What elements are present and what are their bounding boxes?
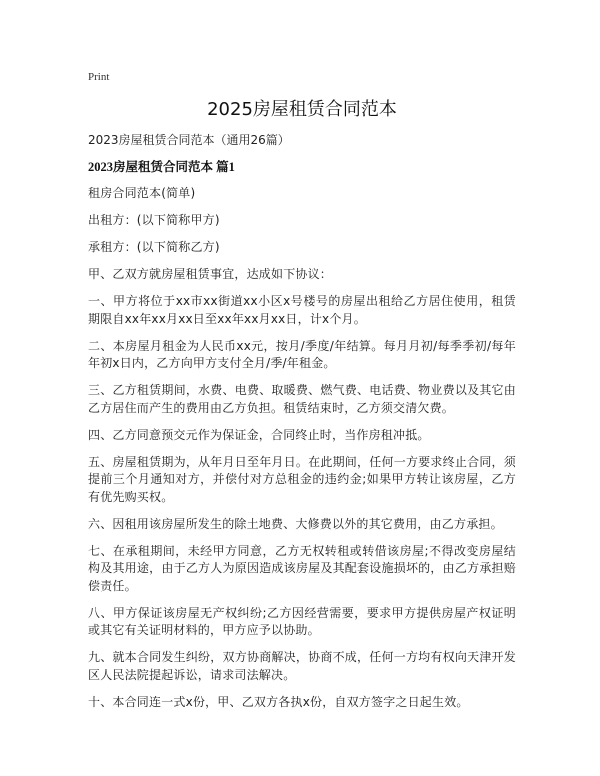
document-title: 2025房屋租赁合同范本 <box>207 99 397 120</box>
contract-name: 租房合同范本(简单) <box>88 186 196 200</box>
clause-2: 二、本房屋月租金为人民币xx元，按月/季度/年结算。每月月初/每季季初/每年年初x日内，乙方向甲方支付全月/季/年租金。 <box>88 338 516 370</box>
agreement-intro: 甲、乙双方就房屋租赁事宜，达成如下协议： <box>88 267 333 281</box>
document-subtitle: 2023房屋租赁合同范本（通用26篇） <box>88 133 290 147</box>
clause-5: 五、房屋租赁期为，从年月日至年月日。在此期间，任何一方要求终止合同，须提前三个月通知对方，并偿付对方总租金的违约金;如果甲方转让该房屋，乙方有优先购买权。 <box>88 454 516 504</box>
clause-9: 九、就本合同发生纠纷，双方协商解决，协商不成，任何一方均有权向天津开发区人民法院提起诉讼，请求司法解决。 <box>88 650 516 682</box>
clause-1: 一、甲方将位于xx市xx街道xx小区x号楼号的房屋出租给乙方居住使用，租赁期限自xx年xx月xx日至xx年xx月xx日，计x个月。 <box>88 294 516 326</box>
lessor-line: 出租方：(以下简称甲方) <box>88 213 220 227</box>
clause-8: 八、甲方保证该房屋无产权纠纷;乙方因经营需要，要求甲方提供房屋产权证明或其它有关证明材料的，甲方应予以协助。 <box>88 605 516 637</box>
clause-3: 三、乙方租赁期间，水费、电费、取暖费、燃气费、电话费、物业费以及其它由乙方居住而产生的费用由乙方负担。租赁结束时，乙方须交清欠费。 <box>88 383 516 415</box>
clause-6: 六、因租用该房屋所发生的除土地费、大修费以外的其它费用，由乙方承担。 <box>88 516 503 531</box>
lessee-line: 承租方：(以下简称乙方) <box>88 240 220 254</box>
clause-10: 十、本合同连一式x份，甲、乙双方各执x份，自双方签字之日起生效。 <box>88 694 469 709</box>
print-label: Print <box>88 71 110 83</box>
document-page <box>88 70 516 721</box>
clause-4: 四、乙方同意预交元作为保证金，合同终止时，当作房租冲抵。 <box>88 427 430 442</box>
section-heading: 2023房屋租赁合同范本 篇1 <box>88 160 235 174</box>
clause-7: 七、在承租期间，未经甲方同意，乙方无权转租或转借该房屋;不得改变房屋结构及其用途，由于乙方人为原因造成该房屋及其配套设施损坏的，由乙方承担赔偿责任。 <box>88 543 516 593</box>
